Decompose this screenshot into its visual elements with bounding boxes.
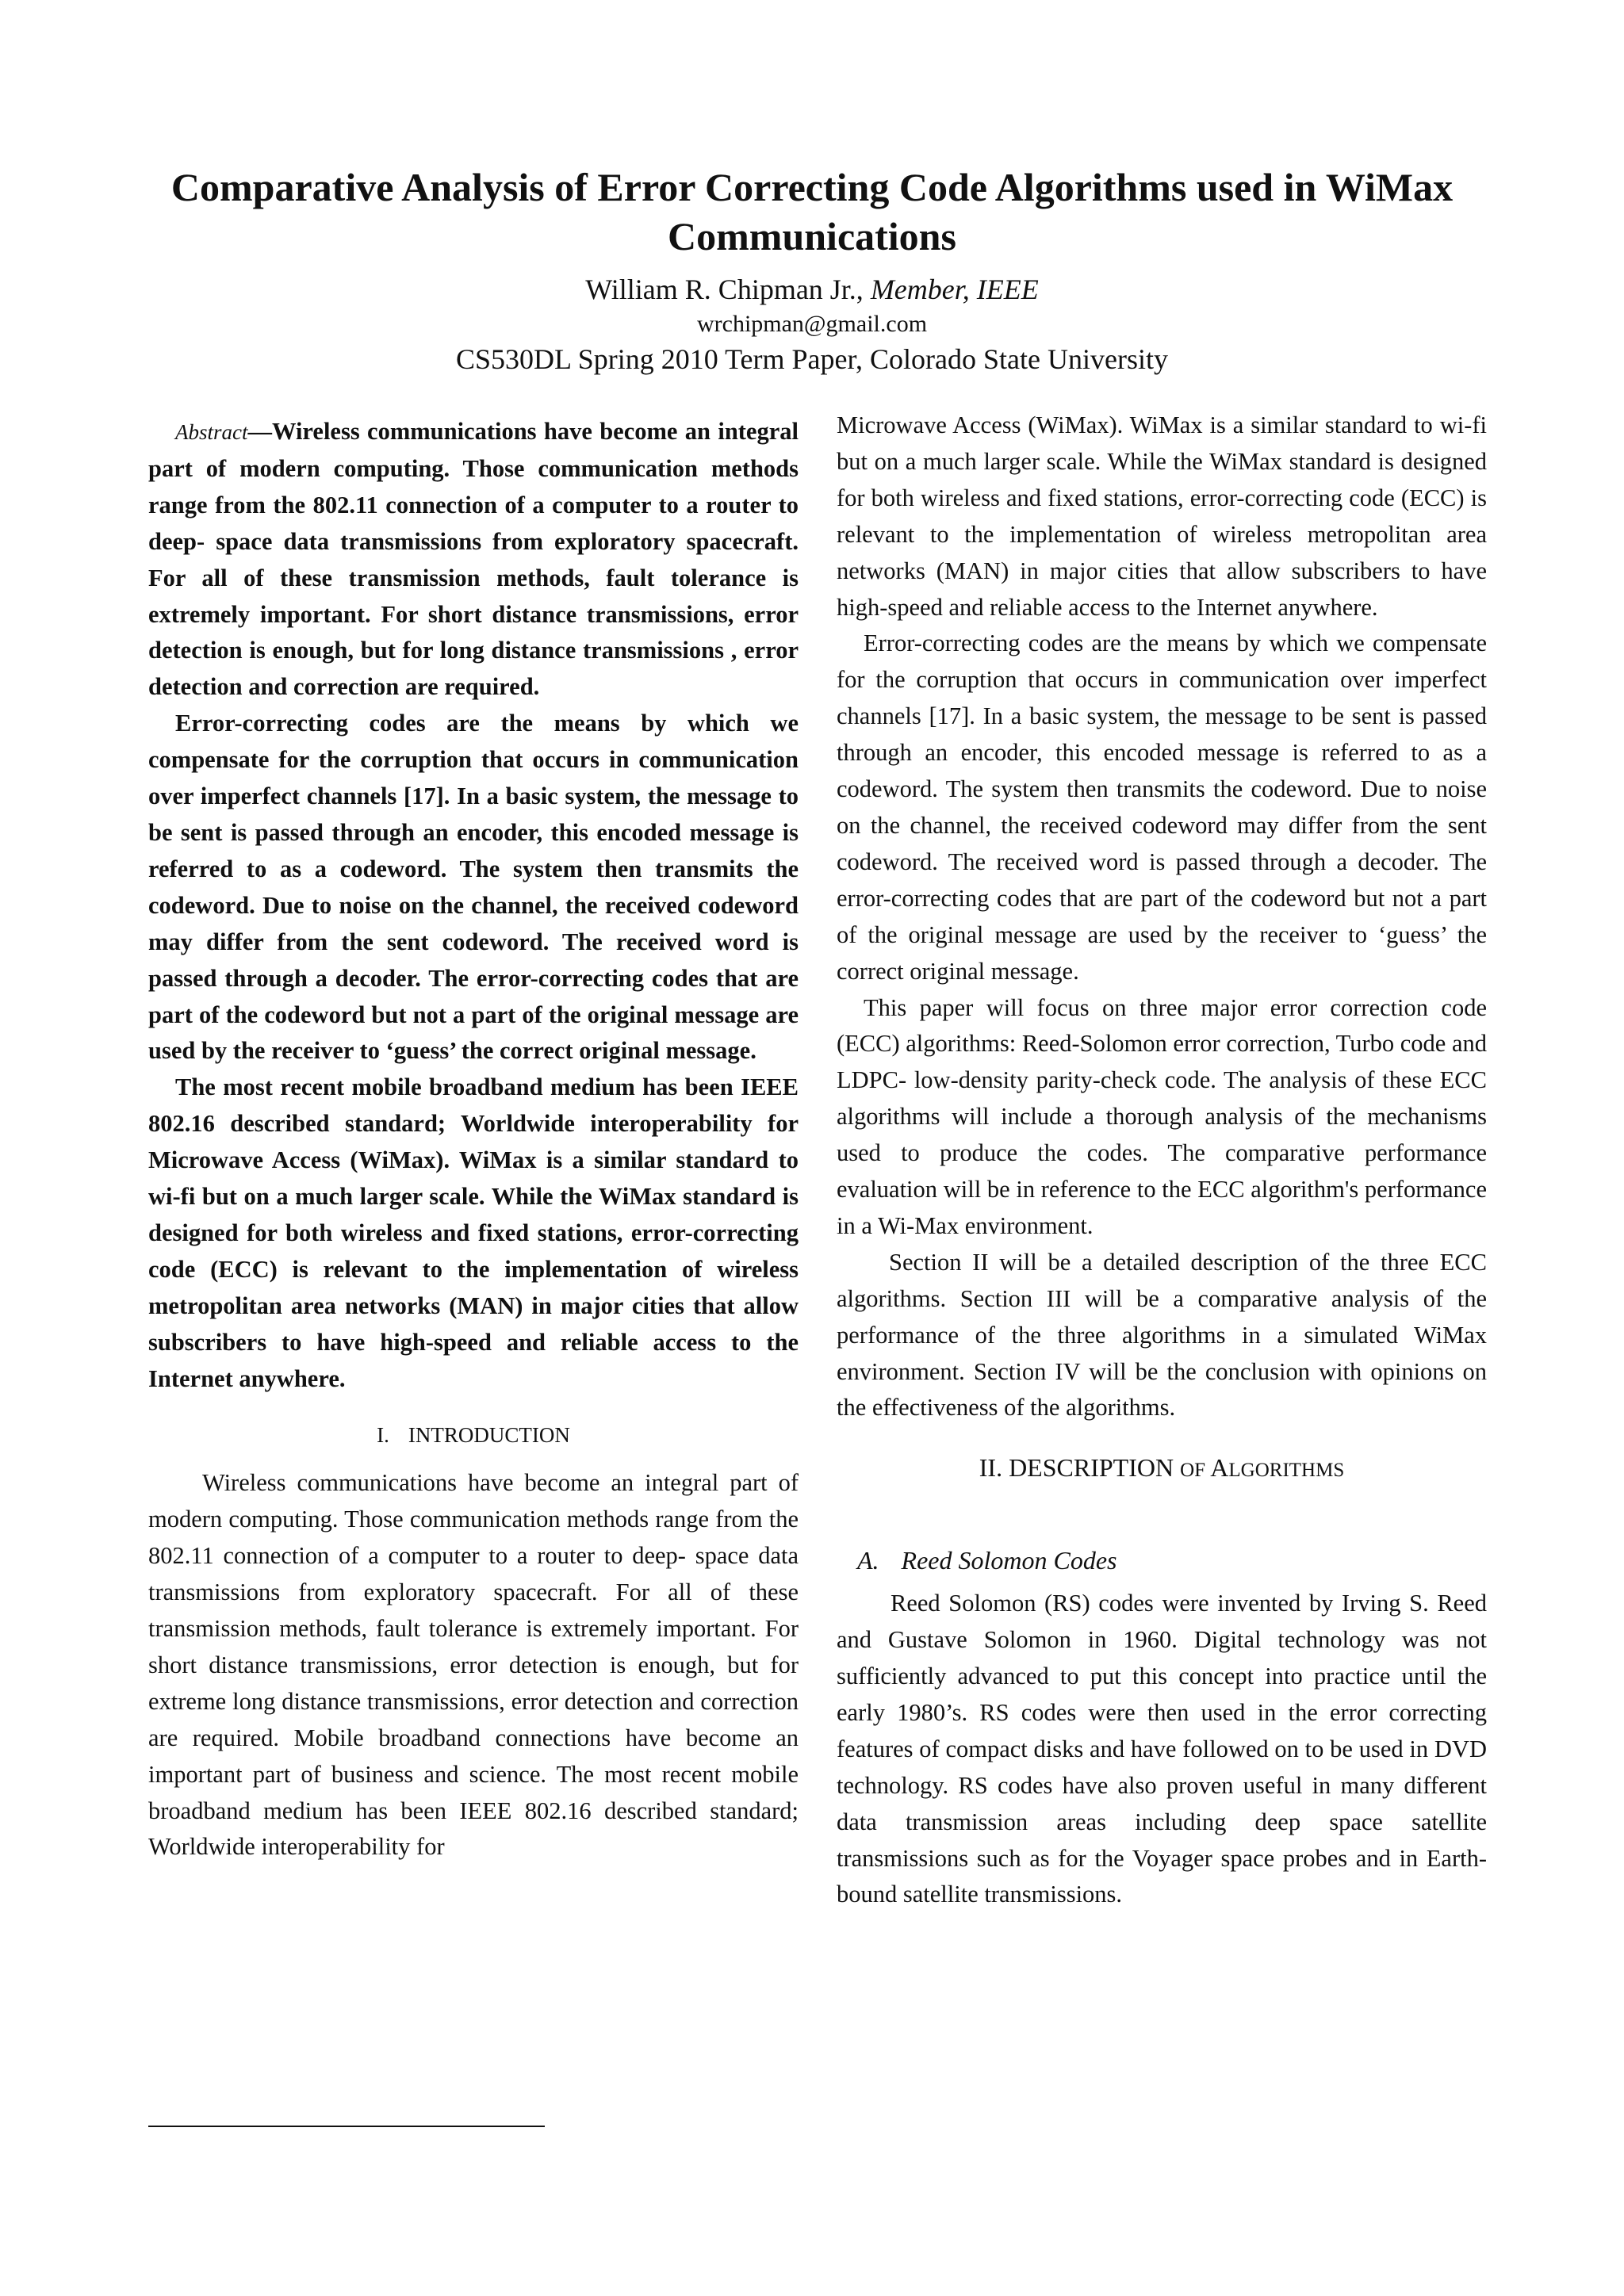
paper-title: Comparative Analysis of Error Correcting Code Algorithms used in WiMax Communications — [170, 165, 1454, 258]
section-2-title-main: DESCRIPTION — [1009, 1453, 1181, 1483]
abstract-dash: — — [247, 418, 272, 445]
reed-solomon-paragraph-1: Reed Solomon (RS) codes were invented by Irving S. Reed and Gustave Solomon in 1960. Digital technology was not sufficiently advanced to put this concept into practice until the early 1980’s. RS codes were then used in the error correcting features of compact disks and have followed on to be used in DVD technology. RS codes have also proven useful in many different data transmission areas including deep space satellite transmissions such as for the Voyager space probes and in Earth-bound satellite transmissions. — [837, 1590, 1487, 1908]
abstract-paragraph-3: The most recent mobile broadband medium has been IEEE 802.16 described standard; Worldwide interoperability for Microwave Access (WiMax). WiMax is a similar standard to wi-fi but on a much larger scale. While the WiMax standard is designed for both wireless and fixed stations, error-correcting code (ECC) is relevant to the implementation of wireless metropolitan area networks (MAN) in major cities that allow subscribers to have high-speed and reliable access to the Internet anywhere. — [148, 1073, 799, 1392]
intro-paragraph-4: Section II will be a detailed description of the three ECC algorithms. Section III will be a comparative analysis of the performance of the three algorithms in a simulated WiMax environment. Section IV will be the conclusion with opinions on the effectiveness of the algorithms. — [837, 1248, 1487, 1422]
section-1-title: INTRODUCTION — [408, 1423, 570, 1448]
footnote-rule — [148, 2126, 545, 2127]
section-2-title-rest: LGORITHMS — [1228, 1460, 1345, 1482]
abstract-label: Abstract — [175, 420, 248, 444]
abstract-paragraph-1 — [148, 414, 799, 706]
subsection-a-title: Reed Solomon Codes — [901, 1546, 1117, 1575]
author-affiliation: Member, IEEE — [870, 274, 1039, 305]
section-2-number: II. — [979, 1453, 1003, 1483]
section-2-title-a: A — [1210, 1453, 1229, 1483]
course-line: CS530DL Spring 2010 Term Paper, Colorado State University — [456, 343, 1168, 375]
section-2-title-of: OF — [1180, 1460, 1211, 1482]
intro-paragraph-1-continued: Microwave Access (WiMax). WiMax is a similar standard to wi-fi but on a much larger scale. While the WiMax standard is designed for both wireless and fixed stations, error-correcting code (ECC) is relevant to the implementation of wireless metropolitan area networks (MAN) in major cities that allow subscribers to have high-speed and reliable access to the Internet anywhere. — [837, 411, 1487, 621]
abstract-text-1: Wireless communications have become an integral part of modern computing. Those communication methods range from the 802.11 connection of a computer to a router to deep- space data transmissions from exploratory spacecraft. For all of these transmission methods, fault tolerance is extremely important. For short distance transmissions, error detection is enough, but for long distance transmissions , error detection and correction are required. — [148, 418, 799, 701]
author-line — [111, 272, 1513, 307]
abstract-paragraph-2: Error-correcting codes are the means by which we compensate for the corruption that occurs in communication over imperfect channels [17]. In a basic system, the message to be sent is passed through an encoder, this encoded message is referred to as a codeword. The system then transmits the codeword. Due to noise on the channel, the received codeword may differ from the sent codeword. The received word is passed through a decoder. The error-correcting codes that are part of the codeword but not a part of the original message are used by the receiver to ‘guess’ the correct original message. — [148, 710, 799, 1065]
author-name: William R. Chipman Jr., — [585, 274, 871, 305]
intro-paragraph-3: This paper will focus on three major error correction code (ECC) algorithms: Reed-Solomon error correction, Turbo code and LDPC- low-density parity-check code. The analysis of these ECC algorithms will include a thorough analysis of the mechanisms used to produce the codes. The comparative performance evaluation will be in reference to the ECC algorithm's performance in a Wi-Max environment. — [837, 993, 1487, 1239]
author-email: wrchipman@gmail.com — [696, 311, 928, 337]
subsection-a-number: A. — [857, 1546, 879, 1575]
left-column — [148, 414, 799, 1866]
section-2-heading — [837, 1450, 1487, 1489]
subsection-a-heading — [837, 1543, 1487, 1579]
section-1-heading — [148, 1418, 799, 1454]
intro-paragraph-2: Error-correcting codes are the means by which we compensate for the corruption that occurs in communication over imperfect channels [17]. In a basic system, the message to be sent is passed through an encoder, this encoded message is referred to as a codeword. The system then transmits the codeword. Due to noise on the channel, the received codeword may differ from the sent codeword. The received word is passed through a decoder. The error-correcting codes that are part of the codeword but not a part of the original message are used by the receiver to ‘guess’ the correct original message. — [837, 629, 1487, 985]
intro-paragraph-1: Wireless communications have become an integral part of modern computing. Those communication methods range from the 802.11 connection of a computer to a router to deep- space data transmissions from exploratory spacecraft. For all of these transmission methods, fault tolerance is extremely important. For short distance transmissions, error detection is enough, but for extreme long distance transmissions, error detection and correction are required. Mobile broadband connections have become an important part of business and science. The most recent mobile broadband medium has been IEEE 802.16 described standard; Worldwide interoperability for — [148, 1469, 799, 1861]
section-1-number: I. — [377, 1423, 389, 1448]
right-column — [837, 408, 1487, 1913]
